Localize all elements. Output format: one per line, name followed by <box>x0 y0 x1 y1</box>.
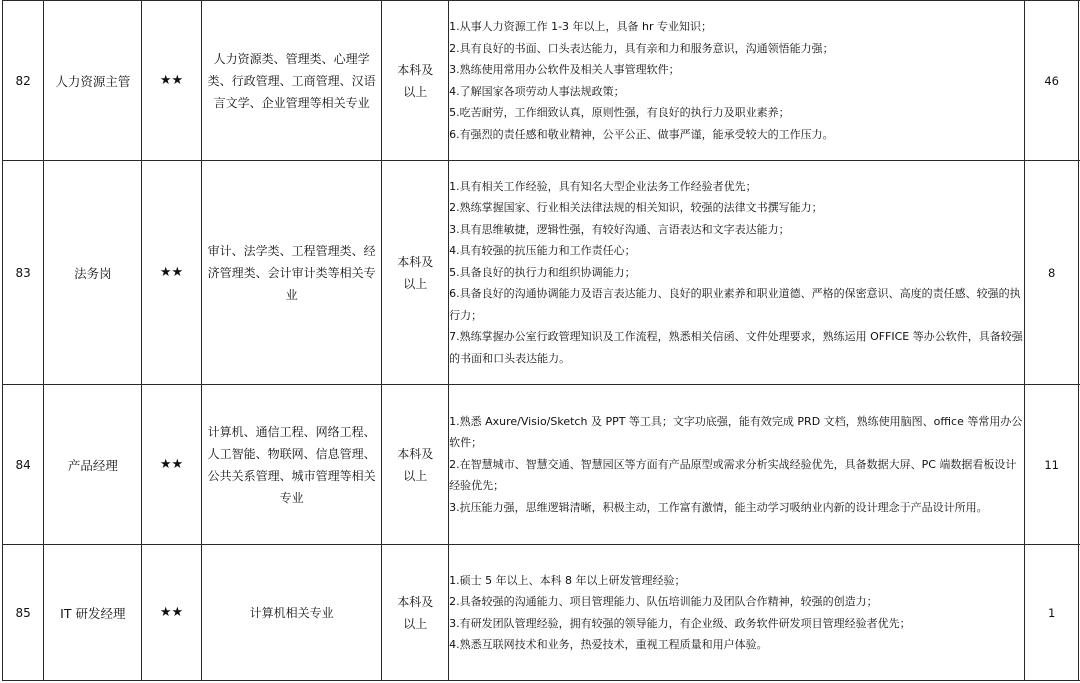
star-rating: ★★ <box>142 1 202 161</box>
education-line: 以上 <box>403 616 428 631</box>
job-requirements <box>449 161 1025 385</box>
table-row <box>3 1 1080 161</box>
requirement-item: 6.有强烈的责任感和敬业精神，公平公正、做事严谨，能承受较大的工作压力。 <box>449 127 834 141</box>
headcount: 46 <box>1025 1 1078 161</box>
headcount: 1 <box>1025 545 1078 681</box>
major-requirement: 人力资源类、管理类、心理学类、行政管理、工商管理、汉语言文学、企业管理等相关专业 <box>201 1 382 161</box>
row-number: 82 <box>3 1 44 161</box>
job-requirements <box>449 1 1025 161</box>
table-row <box>3 385 1080 545</box>
star-rating: ★★ <box>142 385 202 545</box>
star-rating: ★★ <box>142 545 202 681</box>
education-level <box>382 385 449 545</box>
position-title: 人力资源主管 <box>44 1 142 161</box>
table-row <box>3 161 1080 385</box>
education-line: 以上 <box>403 84 428 99</box>
requirement-item: 2.具备较强的沟通能力、项目管理能力、队伍培训能力及团队合作精神，较强的创造力； <box>449 595 878 608</box>
job-table <box>2 0 1080 681</box>
requirement-item: 4.熟悉互联网技术和业务，热爱技术，重视工程质量和用户体验。 <box>449 638 768 651</box>
requirement-item: 3.具有思维敏捷，逻辑性强，有较好沟通、言语表达和文字表达能力； <box>449 222 790 236</box>
requirement-item: 1.熟悉 Axure/Visio/Sketch 及 PPT 等工具；文字功底强，能有效完成 PRD 文档，熟练使用脑图、office 等常用办公软件； <box>449 414 1023 450</box>
row-number: 84 <box>3 385 44 545</box>
position-title: 法务岗 <box>44 161 142 385</box>
row-number: 83 <box>3 161 44 385</box>
education-line: 以上 <box>403 468 428 483</box>
education-line: 本科及 <box>397 446 434 461</box>
table-row <box>3 545 1080 681</box>
education-level <box>382 545 449 681</box>
major-requirement: 审计、法学类、工程管理类、经济管理类、会计审计类等相关专业 <box>201 161 382 385</box>
education-line: 本科及 <box>397 594 434 609</box>
requirement-item: 1.硕士 5 年以上、本科 8 年以上研发管理经验； <box>449 573 686 587</box>
star-rating: ★★ <box>142 161 202 385</box>
requirement-item: 3.抗压能力强，思维逻辑清晰，积极主动，工作富有激情，能主动学习吸纳业内新的设计理念于产品设计所用。 <box>449 500 988 514</box>
requirement-item: 4.了解国家各项劳动人事法规政策； <box>449 84 625 98</box>
requirement-item: 2.具有良好的书面、口头表达能力，具有亲和力和服务意识，沟通领悟能力强； <box>449 41 834 55</box>
requirement-item: 1.从事人力资源工作 1-3 年以上，具备 hr 专业知识； <box>449 20 713 33</box>
job-requirements <box>449 545 1025 681</box>
job-requirements <box>449 385 1025 545</box>
education-level <box>382 161 449 385</box>
requirement-item: 2.熟练掌握国家、行业相关法律法规的相关知识，较强的法律文书撰写能力； <box>449 201 823 215</box>
education-line: 本科及 <box>397 254 434 269</box>
headcount: 11 <box>1025 385 1078 545</box>
requirement-item: 3.熟练使用常用办公软件及相关人事管理软件； <box>449 63 680 76</box>
major-requirement: 计算机、通信工程、网络工程、人工智能、物联网、信息管理、公共关系管理、城市管理等相关专业 <box>201 385 382 545</box>
requirement-item: 5.吃苦耐劳，工作细致认真，原则性强，有良好的执行力及职业素养； <box>449 106 790 119</box>
requirement-item: 5.具备良好的执行力和组织协调能力； <box>449 265 636 279</box>
position-title: IT 研发经理 <box>44 545 142 681</box>
education-line: 本科及 <box>397 62 434 77</box>
major-requirement: 计算机相关专业 <box>201 545 382 681</box>
position-title: 产品经理 <box>44 385 142 545</box>
education-level <box>382 1 449 161</box>
education-line: 以上 <box>403 276 428 291</box>
requirement-item: 6.具备良好的沟通协调能力及语言表达能力、良好的职业素养和职业道德、严格的保密意识、高度的责任感、较强的执行力； <box>449 287 1021 322</box>
headcount: 8 <box>1025 161 1078 385</box>
requirement-item: 1.具有相关工作经验，具有知名大型企业法务工作经验者优先； <box>449 179 757 193</box>
row-number: 85 <box>3 545 44 681</box>
requirement-item: 2.在智慧城市、智慧交通、智慧园区等方面有产品原型或需求分析实战经验优先，具备数据大屏、PC 端数据看板设计经验优先； <box>449 457 1017 493</box>
requirement-item: 4.具有较强的抗压能力和工作责任心； <box>449 244 636 258</box>
requirement-item: 3.有研发团队管理经验，拥有较强的领导能力，有企业级、政务软件研发项目管理经验者优先； <box>449 616 911 630</box>
requirement-item: 7.熟练掌握办公室行政管理知识及工作流程，熟悉相关信函、文件处理要求，熟练运用 OFFICE 等办公软件，具备较强的书面和口头表达能力。 <box>449 330 1023 365</box>
